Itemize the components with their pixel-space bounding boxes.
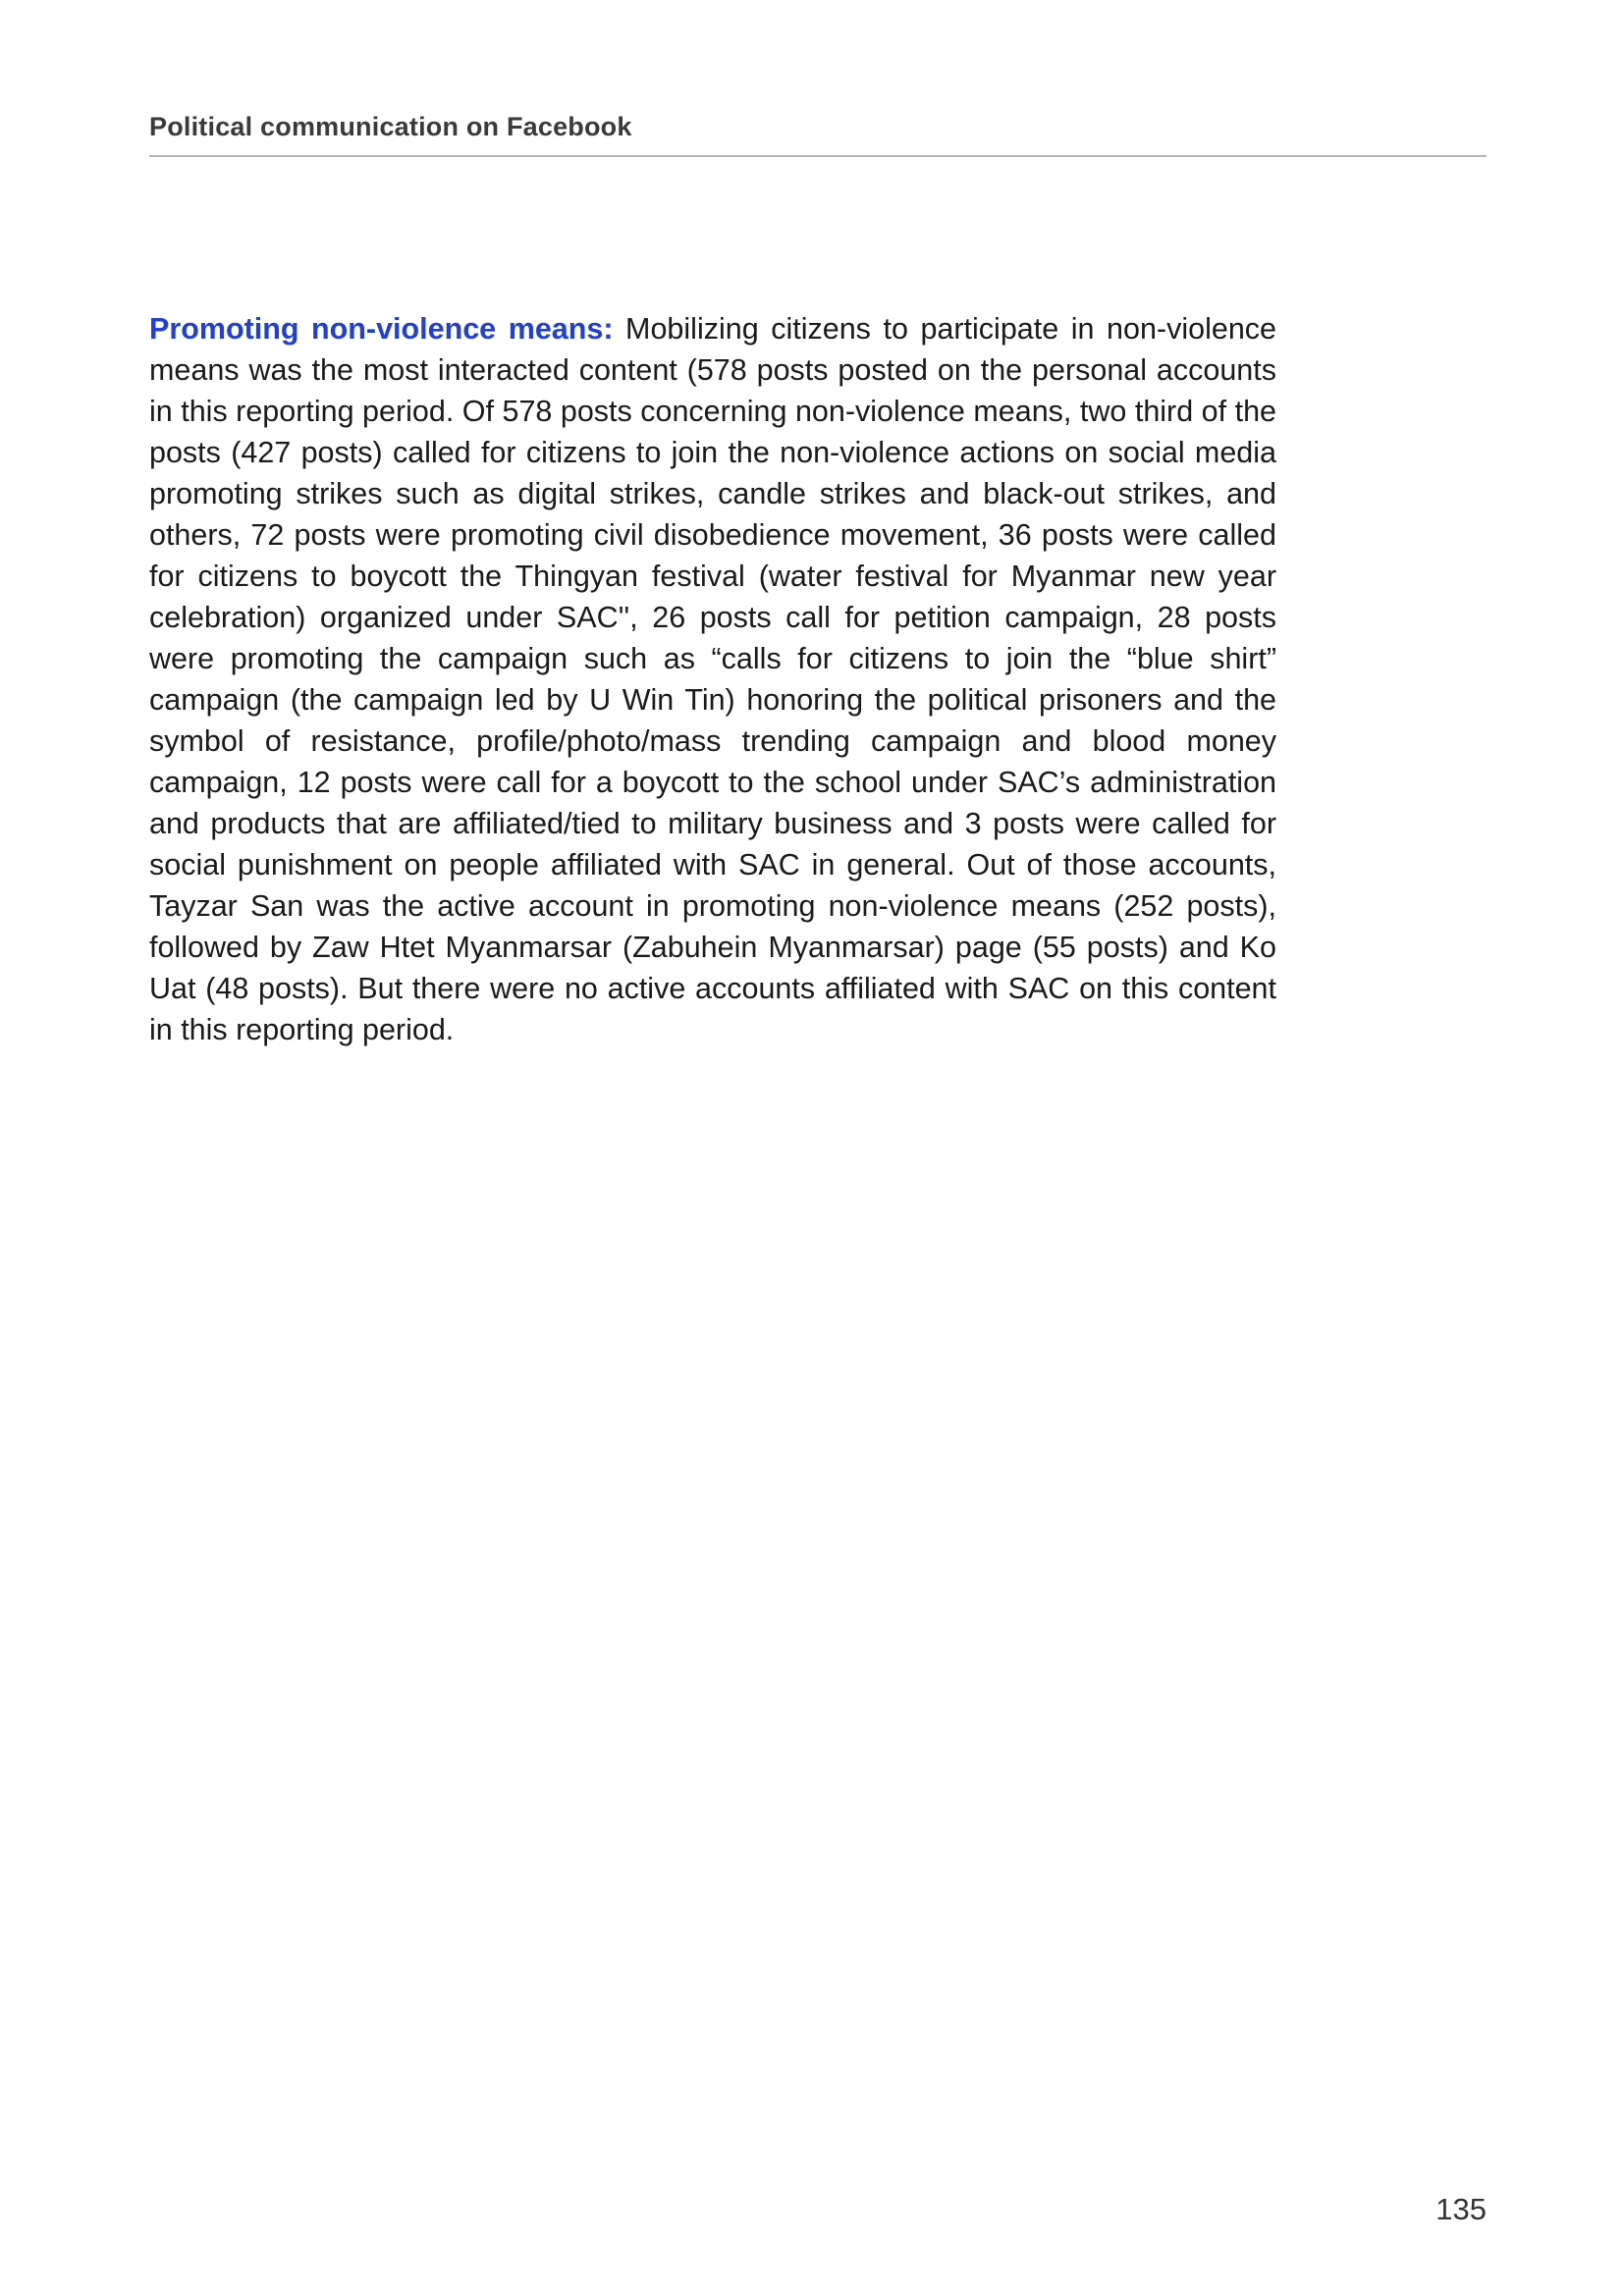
- paragraph-lead-in: Promoting non-violence means:: [149, 312, 614, 346]
- running-header: Political communication on Facebook: [149, 112, 632, 141]
- paragraph-text: Mobilizing citizens to participate in non-violence means was the most interacted content (578 posts posted on the personal accounts in this reporting period. Of 578 posts concerning non-violence means, two third of the posts (427 posts) called for citizens to join the non-violence actions on social media promoting strikes such as digital strikes, candle strikes and black-out strikes, and others, 72 posts were promoting civil disobedience movement, 36 posts were called for citizens to boycott the Thingyan festival (water festival for Myanmar new year celebration) organized under SAC'', 26 posts call for petition campaign, 28 posts were promoting the campaign such as “calls for citizens to join the “blue shirt” campaign (the campaign led by U Win Tin) honoring the political prisoners and the symbol of resistance, profile/photo/mass trending campaign and blood money campaign, 12 posts were call for a boycott to the school under SAC’s administration and products that are affiliated/tied to military business and 3 posts were called for social punishment on people affiliated with SAC in general. Out of those accounts, Tayzar San was the active account in promoting non-violence means (252 posts), followed by Zaw Htet Myanmarsar (Zabuhein Myanmarsar) page (55 posts) and Ko Uat (48 posts). But there were no active accounts affiliated with SAC on this content in this reporting period.: [149, 312, 1276, 1046]
- header-divider: [149, 155, 1487, 157]
- page-number: 135: [1435, 2192, 1487, 2226]
- body-paragraph: [149, 308, 1276, 1050]
